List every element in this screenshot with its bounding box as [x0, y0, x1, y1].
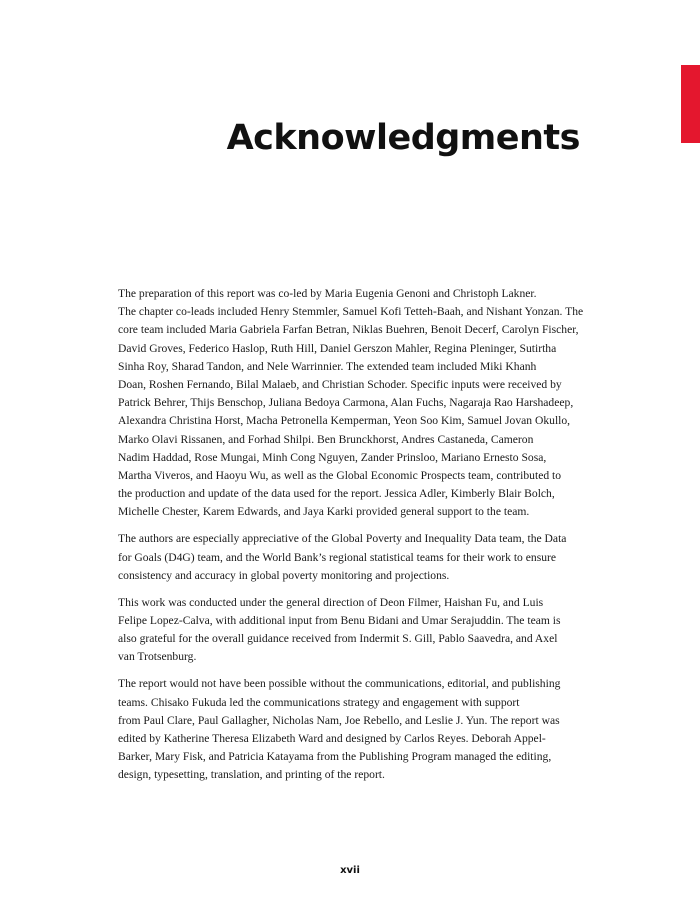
text-line: Nadim Haddad, Rose Mungai, Minh Cong Nguyen, Zander Prinsloo, Mariano Ernesto Sosa,: [118, 450, 547, 464]
text-line: Doan, Roshen Fernando, Bilal Malaeb, and Christian Schoder. Specific inputs were received by: [118, 378, 562, 392]
text-line: Martha Viveros, and Haoyu Wu, as well as the Global Economic Prospects team, contributed to: [118, 469, 562, 483]
text-line: from Paul Clare, Paul Gallagher, Nicholas Nam, Joe Rebello, and Leslie J. Yun. The report was: [118, 713, 560, 727]
text-line: David Groves, Federico Haslop, Ruth Hill, Daniel Gerszon Mahler, Regina Pleninger, Sutirtha: [118, 341, 557, 355]
paragraph: [118, 675, 586, 784]
text-line: the production and update of the data used for the report. Jessica Adler, Kimberly Blair Bolch,: [118, 487, 555, 501]
text-line: Patrick Behrer, Thijs Benschop, Juliana Bedoya Carmona, Alan Fuchs, Nagaraja Rao Harshadeep,: [118, 396, 574, 410]
chapter-tab-marker: [681, 65, 700, 143]
paragraph: [118, 594, 586, 667]
acknowledgments-body: [118, 285, 586, 793]
text-line: The authors are especially appreciative of the Global Poverty and Inequality Data team, the Data: [118, 532, 567, 546]
text-line: consistency and accuracy in global poverty monitoring and projections.: [118, 568, 450, 582]
text-line: core team included Maria Gabriela Farfan Betran, Niklas Buehren, Benoit Decerf, Carolyn Fischer,: [118, 323, 579, 337]
text-line: Felipe Lopez-Calva, with additional input from Benu Bidani and Umar Serajuddin. The team is: [118, 614, 561, 628]
text-line: The chapter co-leads included Henry Stemmler, Samuel Kofi Tetteh-Baah, and Nishant Yonzan. The: [118, 305, 584, 319]
paragraph: [118, 530, 586, 585]
text-line: Sinha Roy, Sharad Tandon, and Nele Warrinnier. The extended team included Miki Khanh: [118, 359, 537, 373]
page-title: Acknowledgments: [226, 118, 580, 158]
page-number: xvii: [340, 865, 360, 876]
text-line: van Trotsenburg.: [118, 650, 197, 664]
text-line: edited by Katherine Theresa Elizabeth Ward and designed by Carlos Reyes. Deborah Appel-: [118, 732, 546, 746]
text-line: for Goals (D4G) team, and the World Bank’s regional statistical teams for their work to ensure: [118, 550, 557, 564]
text-line: Michelle Chester, Karem Edwards, and Jaya Karki provided general support to the team.: [118, 505, 530, 519]
text-line: The report would not have been possible without the communications, editorial, and publishing: [118, 677, 561, 691]
text-line: The preparation of this report was co-led by Maria Eugenia Genoni and Christoph Lakner.: [118, 287, 537, 300]
text-line: Marko Olavi Rissanen, and Forhad Shilpi. Ben Brunckhorst, Andres Castaneda, Cameron: [118, 432, 534, 446]
text-line: also grateful for the overall guidance received from Indermit S. Gill, Pablo Saavedra, and Axel: [118, 632, 558, 646]
text-line: teams. Chisako Fukuda led the communications strategy and engagement with support: [118, 695, 520, 709]
paragraph: [118, 285, 586, 522]
text-line: Barker, Mary Fisk, and Patricia Katayama from the Publishing Program managed the editing,: [118, 750, 552, 764]
text-line: This work was conducted under the general direction of Deon Filmer, Haishan Fu, and Luis: [118, 595, 544, 609]
text-line: design, typesetting, translation, and printing of the report.: [118, 768, 385, 782]
text-line: Alexandra Christina Horst, Macha Petronella Kemperman, Yeon Soo Kim, Samuel Jovan Okullo,: [118, 414, 571, 428]
